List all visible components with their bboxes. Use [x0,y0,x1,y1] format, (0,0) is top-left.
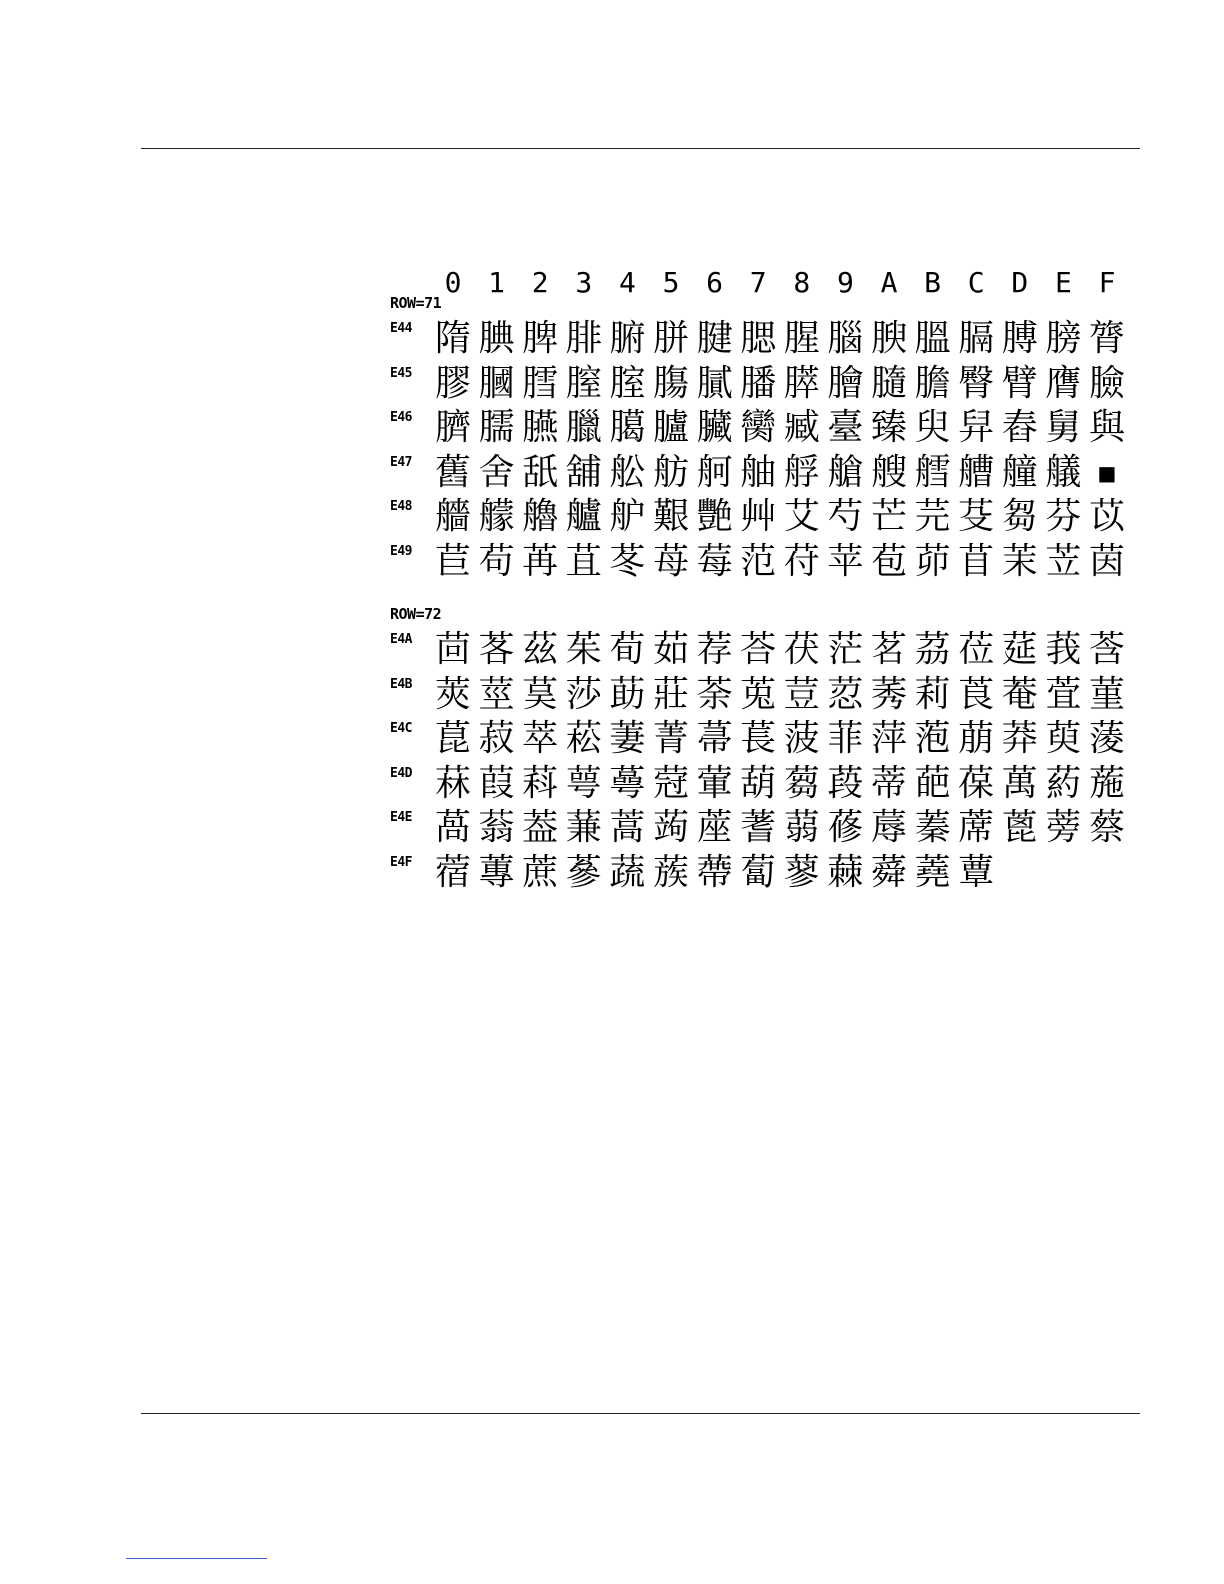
character-cell: 膊 [1001,318,1038,359]
character-cell: 臺 [827,407,864,448]
character-cell: 蒭 [783,762,820,804]
character-cell: 葢 [522,807,559,848]
table-row [390,806,1130,850]
column-header: 5 [662,266,680,299]
row-code-label: E4C [390,721,412,736]
column-header: D [1011,266,1029,299]
character-cell: 菷 [696,718,733,759]
table-row [390,851,1130,895]
table-row [390,762,1130,806]
character-cell: 葯 [1045,762,1082,804]
character-cell: 艟 [1001,451,1038,493]
character-cell: 膂 [1088,318,1125,359]
character-cell: 莵 [740,673,777,715]
row-code-label: E4F [390,854,412,870]
character-cell: 與 [1088,407,1125,448]
character-cell: 腟 [609,362,646,404]
character-cell: 荅 [740,629,777,670]
character-cell: 茵 [1088,540,1125,582]
character-cell: 蓊 [478,807,515,848]
character-cell: 菲 [827,718,864,759]
column-header: B [924,266,942,299]
column-header: A [880,266,898,299]
character-cell: 苻 [783,540,820,582]
character-cell: 蒻 [783,807,820,848]
character-cell: 茗 [870,629,907,670]
footer-link-underline [126,1558,267,1559]
character-cell: 菘 [565,718,602,759]
character-cell: 莢 [434,673,471,715]
character-cell: 茣 [522,673,559,715]
character-cell: 葭 [478,762,515,804]
character-cell: 臟 [696,407,733,448]
table-row [390,362,1130,406]
character-cell: 艸 [740,496,777,537]
character-cell: 臑 [478,407,515,448]
character-cell: 艱 [652,496,689,537]
character-cell: 茖 [478,629,515,670]
character-cell: 臾 [914,407,951,448]
column-header: 2 [531,266,549,299]
row-code-label: E47 [390,454,412,470]
character-cell: 舅 [1045,407,1082,448]
character-cell: 芒 [870,496,907,537]
character-cell: 艚 [958,451,995,493]
table-row [390,495,1130,539]
column-header: 6 [706,266,724,299]
character-cell: 舊 [434,451,471,493]
column-header: F [1098,266,1116,299]
character-cell: 脾 [522,318,559,359]
character-cell: 萼 [565,762,602,804]
character-cell: 舳 [740,451,777,493]
character-cell: 芟 [958,496,995,537]
character-cell: 臠 [740,407,777,448]
character-cell: 苙 [1045,540,1082,582]
character-cell: 萢 [914,718,951,759]
character-cell: 荐 [696,629,733,670]
character-cell: 莨 [958,673,995,715]
character-cell: 蓙 [696,807,733,848]
character-cell: 蕀 [827,851,864,893]
character-cell: 茹 [652,629,689,670]
character-cell: 腴 [870,318,907,359]
character-cell: 臘 [565,407,602,448]
character-cell: 蓖 [1001,807,1038,848]
character-cell: 蒄 [652,762,689,804]
character-cell: 腱 [696,318,733,359]
character-cell: 萬 [1001,762,1038,804]
character-cell: 膰 [740,362,777,404]
character-cell: 膓 [652,362,689,404]
row-code-label: E46 [390,410,412,425]
table-row [390,317,1130,361]
character-cell: 隋 [434,318,471,359]
character-cell: 膣 [565,362,602,404]
character-cell: 臈 [609,407,646,448]
character-cell: 葮 [827,762,864,804]
character-cell: 荵 [827,673,864,715]
table-row [390,628,1130,672]
character-cell: 萠 [958,718,995,759]
row-code-label: E4D [390,765,412,781]
character-cell: 蔘 [565,851,602,893]
character-cell: 蕣 [870,851,907,893]
row-code-label: E4B [390,676,412,692]
character-cell: 蕘 [914,851,951,893]
row-code-label: E4A [390,632,412,647]
character-cell: 莟 [1088,629,1125,670]
character-cell: 艷 [696,496,733,537]
character-cell: 艨 [478,496,515,537]
character-cell: 蓴 [478,851,515,893]
table-row [390,673,1130,717]
row-section-label: ROW=71 [390,294,442,312]
row-code-label: E48 [390,499,412,514]
character-cell: 萍 [870,718,907,759]
column-header: 7 [749,266,767,299]
character-cell: 艤 [1045,451,1082,493]
character-cell: 茆 [914,540,951,582]
character-cell: 莊 [652,673,689,715]
character-cell: 蔕 [696,851,733,893]
character-cell: 葆 [958,762,995,804]
column-header: E [1054,266,1072,299]
character-cell: 莇 [609,673,646,715]
character-cell: 膽 [914,362,951,404]
character-cell: 膸 [870,362,907,404]
character-cell: 胼 [652,318,689,359]
character-cell: 艝 [914,451,951,493]
character-cell: 舖 [565,451,602,493]
character-cell: 舩 [609,451,646,493]
column-header: 9 [836,266,854,299]
character-cell: 莉 [914,673,951,715]
character-cell: 蓍 [740,807,777,848]
row-section-label: ROW=72 [390,605,442,623]
character-cell: 蓆 [958,807,995,848]
character-cell: 莓 [696,540,733,582]
character-cell: 萇 [740,718,777,759]
character-cell: 蒟 [652,807,689,848]
character-cell: 茱 [565,629,602,670]
character-cell: 臂 [1001,362,1038,404]
character-cell: 莽 [1001,718,1038,759]
character-cell: 膃 [914,318,951,359]
character-cell: 芍 [827,496,864,537]
character-cell: 苟 [478,540,515,582]
row-code-label: E45 [390,365,412,381]
character-cell: 舁 [958,407,995,448]
character-cell: 萃 [522,718,559,759]
character-cell: 蒂 [870,762,907,804]
character-cell: 芻 [1001,496,1038,537]
character-cell: 艫 [565,496,602,537]
character-cell: 芫 [914,496,951,537]
character-cell: 苣 [434,540,471,582]
row-code-label: E44 [390,321,412,336]
character-cell: 艙 [827,451,864,493]
character-cell: 膕 [478,362,515,404]
character-cell: 腆 [478,318,515,359]
row-code-label: E49 [390,543,412,559]
table-row [390,451,1130,495]
character-cell: 蒹 [565,807,602,848]
character-cell: 荳 [783,673,820,715]
character-cell: 茫 [827,629,864,670]
column-header: 8 [793,266,811,299]
character-cell: 臙 [522,407,559,448]
character-cell: 舫 [652,451,689,493]
character-cell: 膀 [1045,318,1082,359]
character-cell: 范 [740,540,777,582]
character-cell: 蔬 [609,851,646,893]
table-row [390,540,1130,584]
character-cell: 蓐 [870,807,907,848]
character-cell: 腑 [609,318,646,359]
character-cell: 膤 [522,362,559,404]
character-cell: 菽 [478,718,515,759]
character-cell: 茲 [522,629,559,670]
character-cell: 臀 [958,362,995,404]
character-cell: 膩 [696,362,733,404]
character-cell: 茴 [434,629,471,670]
character-cell: 苳 [609,540,646,582]
header-rule [141,148,1140,149]
character-cell: 舍 [478,451,515,493]
character-cell: 苜 [958,540,995,582]
character-cell: 菎 [434,718,471,759]
character-cell: 萸 [1045,718,1082,759]
character-cell: 舂 [1001,407,1038,448]
character-cell: 荼 [696,673,733,715]
character-cell: 萋 [609,718,646,759]
character-cell: 艢 [434,496,471,537]
character-cell: 葫 [740,762,777,804]
character-cell: 苹 [827,540,864,582]
character-cell: 膵 [783,362,820,404]
character-cell: 萓 [1045,673,1082,715]
character-cell: 萪 [522,762,559,804]
character-cell: 臉 [1088,362,1125,404]
character-cell: 菁 [652,718,689,759]
footer-rule [141,1413,1140,1414]
character-cell: 苺 [652,540,689,582]
character-cell: 臻 [870,407,907,448]
character-cell: 茉 [1001,540,1038,582]
character-cell: 菴 [1001,673,1038,715]
character-cell: 舐 [522,451,559,493]
character-cell: 苞 [870,540,907,582]
character-cell: 艾 [783,496,820,537]
character-cell: 艀 [783,451,820,493]
column-header: 3 [575,266,593,299]
row-code-label: E4E [390,810,412,825]
character-cell: 臚 [652,407,689,448]
character-cell: 苴 [565,540,602,582]
character-cell: 葩 [914,762,951,804]
character-cell: 膠 [434,362,471,404]
character-cell: 葹 [1088,762,1125,804]
character-cell: 腮 [740,318,777,359]
character-cell: 蔆 [1088,718,1125,759]
column-header: C [967,266,985,299]
character-cell: 艘 [870,451,907,493]
character-cell: 蔡 [1088,807,1125,848]
column-header: 0 [444,266,462,299]
character-cell: 臍 [434,407,471,448]
column-header: 1 [488,266,506,299]
character-cell: 膈 [958,318,995,359]
character-cell: 葷 [696,762,733,804]
character-cell: 蒿 [609,807,646,848]
character-cell: 莖 [478,673,515,715]
character-cell: 莅 [958,629,995,670]
character-cell: 蓁 [914,807,951,848]
character-cell: 荀 [609,629,646,670]
character-cell: 莪 [1045,629,1082,670]
character-cell: 臧 [783,407,820,448]
character-cell: 腓 [565,318,602,359]
table-row [390,717,1130,761]
character-cell: 菫 [1088,673,1125,715]
character-cell: 舸 [696,451,733,493]
character-cell: 莎 [565,673,602,715]
character-cell: 莚 [1001,629,1038,670]
character-cell: 芬 [1045,496,1082,537]
character-cell: 蓼 [783,851,820,893]
character-cell: 膾 [827,362,864,404]
character-cell: 蔗 [522,851,559,893]
character-cell: 膺 [1045,362,1082,404]
character-cell: 蔟 [652,851,689,893]
character-cell: 蒡 [1045,807,1082,848]
character-cell: 茯 [783,629,820,670]
character-cell: 腥 [783,318,820,359]
character-cell: 舮 [609,496,646,537]
character-cell: 苒 [522,540,559,582]
character-cell: ■ [1097,460,1117,485]
character-cell: 艪 [522,496,559,537]
character-cell: 蓚 [827,807,864,848]
column-header: 4 [618,266,636,299]
character-cell: 蓿 [434,851,471,893]
character-cell: 蕈 [958,851,995,893]
character-cell: 腦 [827,318,864,359]
character-cell: 莠 [870,673,907,715]
character-cell: 菠 [783,718,820,759]
character-cell: 菻 [434,762,471,804]
character-cell: 茘 [914,629,951,670]
character-cell: 蕚 [609,762,646,804]
table-row [390,406,1130,450]
character-cell: 蔔 [740,851,777,893]
character-cell: 萵 [434,807,471,848]
character-cell: 苡 [1088,496,1125,537]
